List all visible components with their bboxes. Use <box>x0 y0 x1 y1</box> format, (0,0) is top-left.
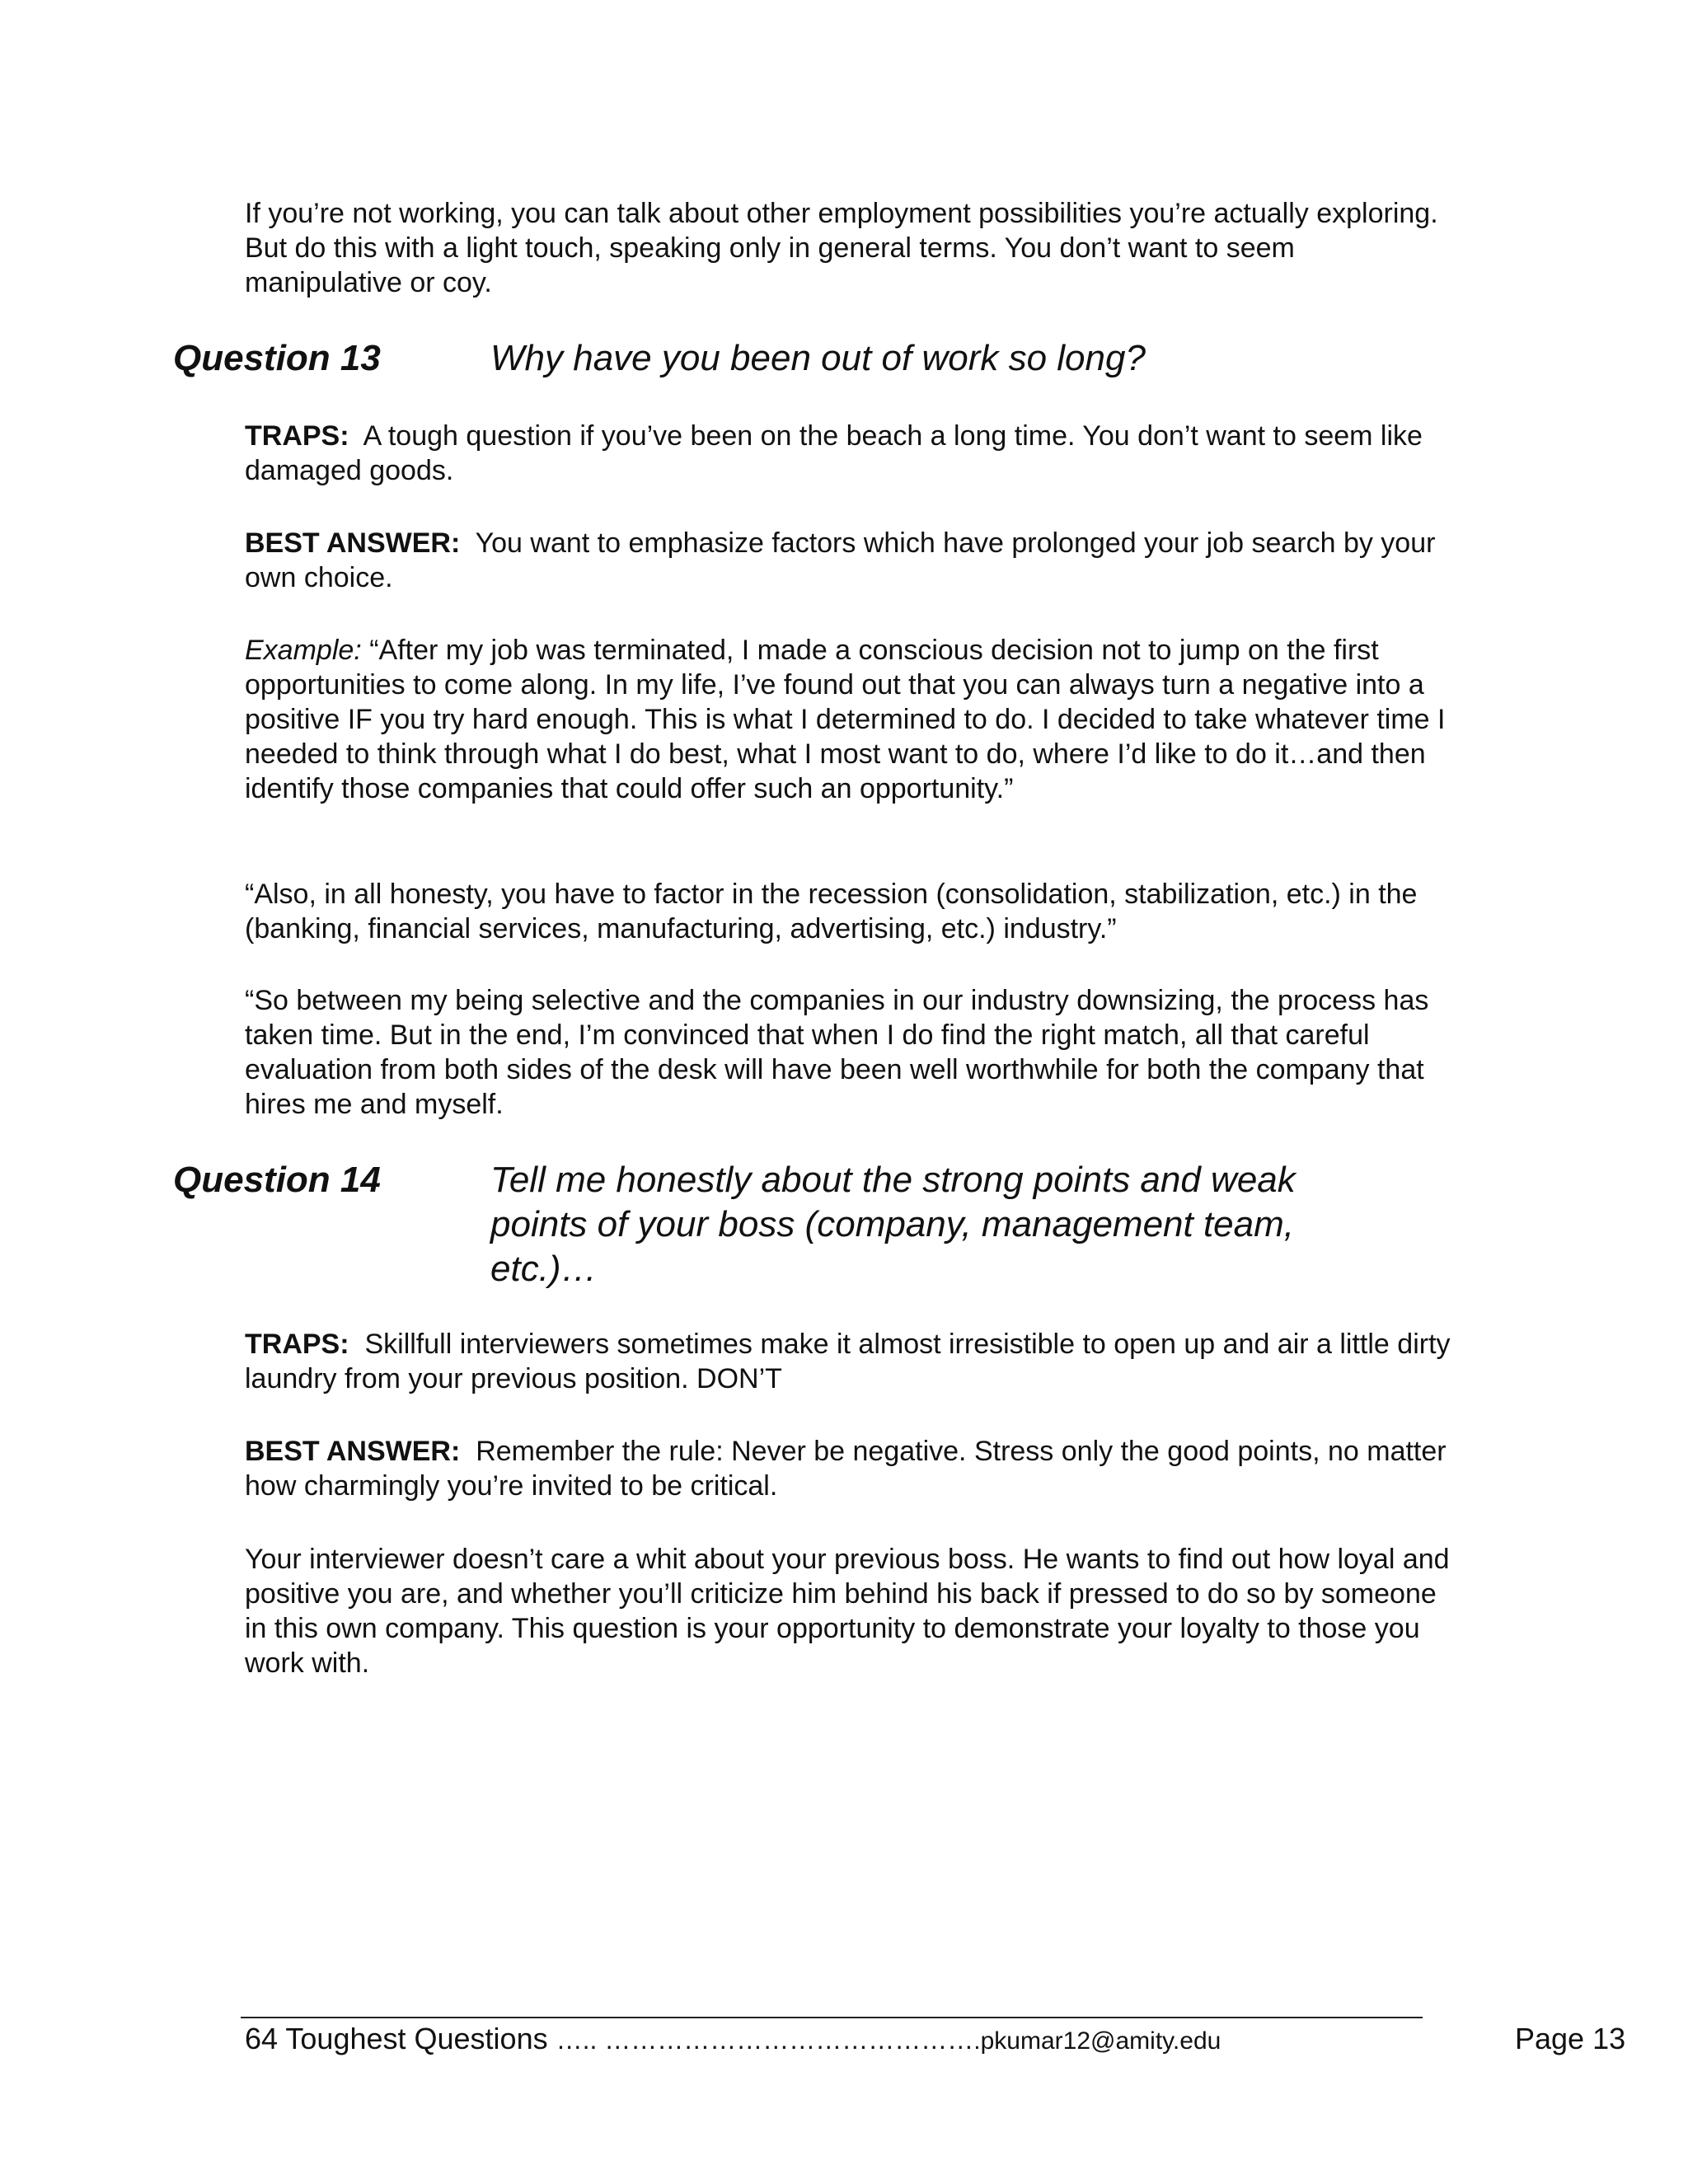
paragraph-so-text: “So between my being selective and the companies in our industry downsizing, the process has taken time. But in the end, I’m convinced that when I do find the right match, all that careful evaluation from both sides of the desk will have been well worthwhile for both the company that hires me and myself. <box>245 985 1429 1120</box>
question-13-paragraph-also <box>245 877 1456 946</box>
question-13-text: Why have you been out of work so long? <box>490 338 1146 378</box>
question-13-example <box>245 633 1456 806</box>
best-answer-label: BEST ANSWER: <box>245 527 461 559</box>
question-13-traps <box>245 419 1456 488</box>
question-13-paragraph-so <box>245 983 1456 1122</box>
footer-email: .pkumar12@amity.edu <box>973 2027 1221 2055</box>
question-14-paragraph-interviewer <box>245 1542 1456 1680</box>
footer-title: 64 Toughest Questions <box>245 2022 556 2055</box>
intro-paragraph <box>245 196 1456 300</box>
question-14-label: Question 14 <box>173 1160 381 1200</box>
question-14-text: Tell me honestly about the strong points and weak points of your boss (company, management team, etc.)… <box>490 1160 1296 1289</box>
example-label: Example: <box>245 635 362 666</box>
best-answer-text: Remember the rule: Never be negative. Stress only the good points, no matter how charmingly you’re invited to be critical. <box>245 1436 1447 1502</box>
best-answer-text: You want to emphasize factors which have prolonged your job search by your own choice. <box>245 527 1436 593</box>
question-13-best-answer <box>245 526 1456 595</box>
page-number: Page 13 <box>1515 2022 1626 2055</box>
question-13-label: Question 13 <box>173 338 381 378</box>
traps-text: Skillfull interviewers sometimes make it almost irresistible to open up and air a little dirty laundry from your previous position. DON’T <box>245 1329 1451 1394</box>
traps-text: A tough question if you’ve been on the beach a long time. You don’t want to seem like damaged goods. <box>245 420 1423 486</box>
paragraph-also-text: “Also, in all honesty, you have to factor in the recession (consolidation, stabilization, etc.) in the (banking, financial services, manufacturing, advertising, etc.) industry.” <box>245 879 1418 944</box>
footer-divider <box>241 2017 1423 2018</box>
footer-dots: ….. …………………………………… <box>556 2025 974 2055</box>
question-14-best-answer <box>245 1434 1456 1503</box>
traps-label: TRAPS: <box>245 420 349 452</box>
question-14-traps <box>245 1327 1456 1396</box>
example-text: “After my job was terminated, I made a conscious decision not to jump on the first opportunities to come along. In my life, I’ve found out that you can always turn a negative into a positive IF you try hard enough. This is what I determined to do. I decided to take whatever time I needed to think through what I do best, what I most want to do, where I’d like to do it…and then identify those companies that could offer such an opportunity.” <box>245 635 1446 804</box>
intro-paragraph-text: If you’re not working, you can talk about other employment possibilities you’re actually exploring. But do this with a light touch, speaking only in general terms. You don’t want to seem manipulative or coy. <box>245 198 1438 298</box>
paragraph-interviewer-text: Your interviewer doesn’t care a whit about your previous boss. He wants to find out how loyal and positive you are, and whether you’ll criticize him behind his back if pressed to do so by someone in this own company. This question is your opportunity to demonstrate your loyalty to those you work with. <box>245 1544 1450 1679</box>
traps-label: TRAPS: <box>245 1329 349 1360</box>
footer-left <box>245 2021 1221 2060</box>
best-answer-label: BEST ANSWER: <box>245 1436 461 1467</box>
